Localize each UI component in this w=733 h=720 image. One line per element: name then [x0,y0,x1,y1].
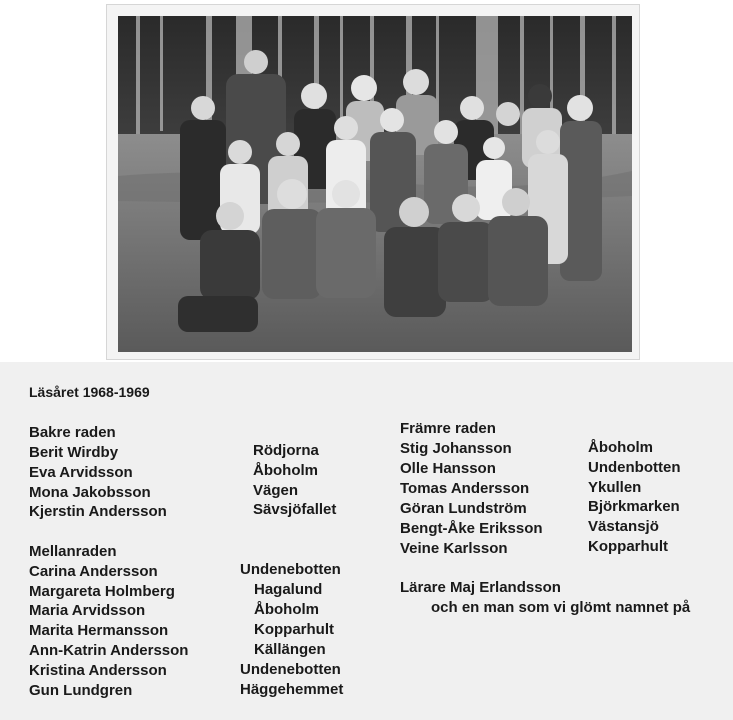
back-row-name: Berit Wirdby [29,444,119,461]
middle-row-place: Undenebotten [240,661,341,678]
front-row-place: Ykullen [588,479,642,496]
class-photo [118,16,632,352]
front-row-place: Västansjö [588,518,659,535]
teacher-note: och en man som vi glömt namnet på [431,599,691,616]
middle-row-place: Hagalund [254,581,323,598]
middle-row-name: Margareta Holmberg [29,583,175,600]
front-row-name: Göran Lundström [400,500,527,517]
middle-row-place: Kopparhult [254,621,334,638]
back-row-heading: Bakre raden [29,424,116,441]
middle-row-place: Åboholm [254,601,319,618]
back-row-name: Kjerstin Andersson [29,503,167,520]
middle-row-name: Carina Andersson [29,563,158,580]
school-year-title: Läsåret 1968-1969 [29,384,150,400]
middle-row-heading: Mellanraden [29,543,117,560]
middle-row-name: Maria Arvidsson [29,602,146,619]
middle-row-name: Kristina Andersson [29,662,167,679]
back-row-place: Vägen [253,482,299,499]
front-row-name: Bengt-Åke Eriksson [400,520,543,537]
front-row-name: Veine Karlsson [400,540,508,557]
middle-row-place: Källängen [254,641,326,658]
front-row-place: Åboholm [588,439,653,456]
front-row-place: Björkmarken [588,498,680,515]
front-row-name: Stig Johansson [400,440,512,457]
back-row-name: Eva Arvidsson [29,464,133,481]
front-row-name: Tomas Andersson [400,480,530,497]
middle-row-name: Gun Lundgren [29,682,133,699]
middle-row-place: Häggehemmet [240,681,344,698]
back-row-place: Sävsjöfallet [253,501,337,518]
middle-row-name: Marita Hermansson [29,622,169,639]
teacher-line: Lärare Maj Erlandsson [400,579,561,596]
class-photo-image [118,16,632,352]
front-row-heading: Främre raden [400,420,496,437]
back-row-name: Mona Jakobsson [29,484,151,501]
middle-row-name: Ann-Katrin Andersson [29,642,189,659]
middle-row-place: Undenebotten [240,561,341,578]
front-row-name: Olle Hansson [400,460,496,477]
front-row-place: Undenbotten [588,459,681,476]
front-row-place: Kopparhult [588,538,668,555]
back-row-place: Rödjorna [253,442,319,459]
back-row-place: Åboholm [253,462,318,479]
